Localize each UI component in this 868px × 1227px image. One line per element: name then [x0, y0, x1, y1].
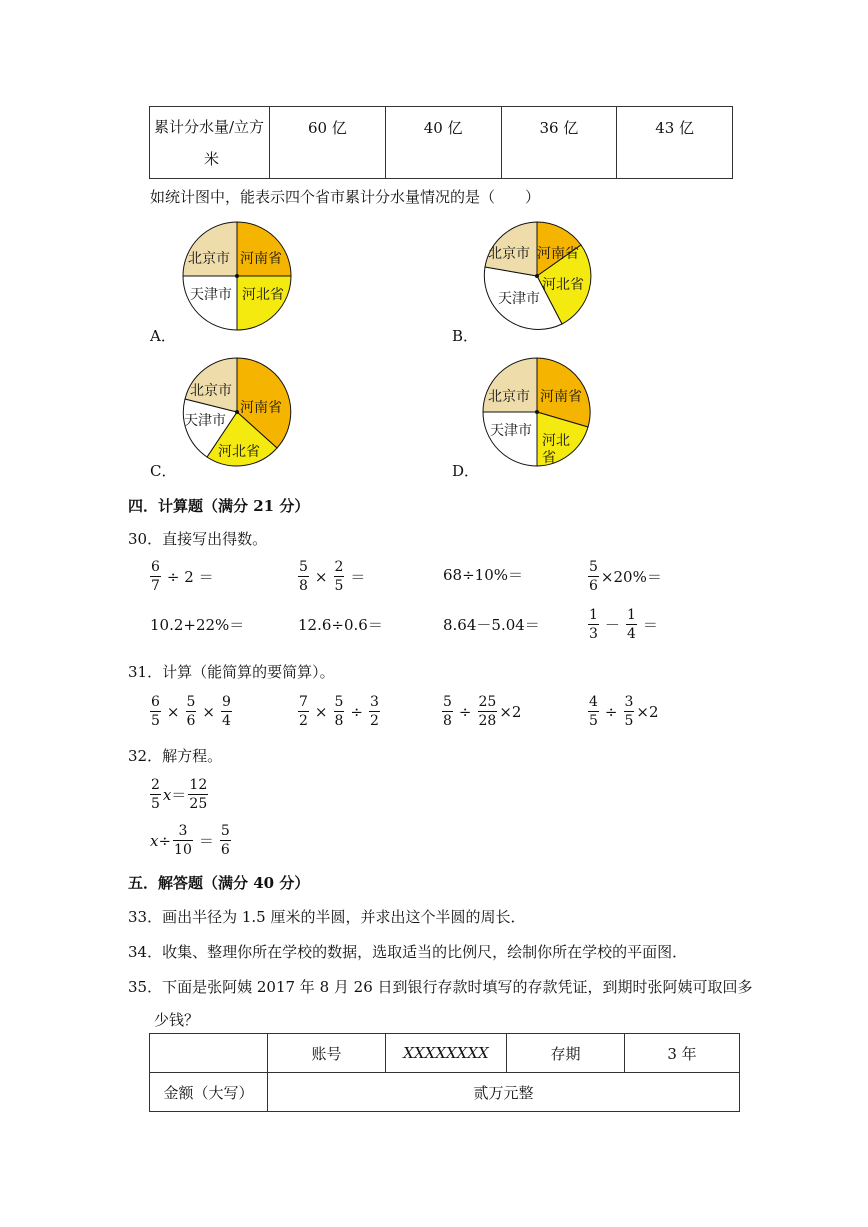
account-label: 账号 [268, 1034, 386, 1073]
pie-d-label-tianjin: 天津市 [490, 423, 532, 439]
water-table [149, 106, 733, 179]
pie-option-d [482, 357, 592, 467]
term-label: 存期 [507, 1034, 625, 1073]
water-value-beijing: 60 亿 [270, 107, 386, 179]
q32-equation-2: x ÷ $\frac{3}{10}$ ＝ $\frac{5}{6}$ [150, 823, 230, 858]
amount-label: 金额（大写） [150, 1073, 268, 1112]
q30-item-d: $\frac{5}{6}$ ×20%＝ [589, 559, 662, 594]
option-a-label: A． [150, 327, 176, 345]
pie-c-label-hebei: 河北省 [218, 444, 260, 460]
pie-a-label-tianjin: 天津市 [190, 287, 232, 303]
q31-expr-3: $\frac{5}{8}$ ÷ $\frac{25}{28}$ ×2 [443, 694, 522, 729]
pie-a-slice-hebei [237, 276, 291, 330]
q30-item-g: 8.64－5.04＝ [443, 616, 540, 634]
pie-a-label-henan: 河南省 [240, 251, 282, 267]
water-value-tianjin: 40 亿 [385, 107, 501, 179]
section-4-heading: 四．计算题（满分 21 分） [128, 497, 310, 515]
q32-equation-1: $\frac{2}{5}$ x ＝ $\frac{12}{25}$ [151, 777, 208, 812]
pie-b-label-tianjin: 天津市 [498, 291, 540, 307]
q30-item-b: $\frac{5}{8}$ × $\frac{2}{5}$ ＝ [299, 559, 366, 594]
water-table-row-label: 累计分水量/立方 米 [150, 107, 270, 179]
pie-a-label-hebei: 河北省 [242, 287, 284, 303]
pie-d-label-beijing: 北京市 [488, 389, 530, 405]
pie-c-label-henan: 河南省 [240, 400, 282, 416]
pie-b-label-beijing: 北京市 [488, 246, 530, 262]
pie-d-label-hebei-2: 省 [542, 450, 556, 466]
pie-c-label-tianjin: 天津市 [184, 413, 226, 429]
amount-value: 贰万元整 [268, 1073, 740, 1112]
pie-b-label-henan: 河南省 [537, 246, 579, 262]
q31-expr-1: $\frac{6}{5}$ × $\frac{5}{6}$ × $\frac{9}{4}$ [151, 694, 231, 729]
q30-item-f: 12.6÷0.6＝ [298, 616, 383, 634]
option-d-label: D． [452, 462, 480, 480]
q30-item-e: 10.2+22%＝ [150, 616, 245, 634]
q30-item-c: 68÷10%＝ [443, 566, 523, 584]
q30-title: 30．直接写出得数。 [128, 530, 268, 548]
q31-expr-4: $\frac{4}{5}$ ÷ $\frac{3}{5}$ ×2 [589, 694, 659, 729]
q30-item-a: $\frac{6}{7}$ ÷ 2 ＝ [151, 559, 214, 594]
option-b-label: B． [452, 327, 479, 345]
q34-text: 34．收集、整理你所在学校的数据，选取适当的比例尺，绘制你所在学校的平面图． [128, 943, 688, 961]
q30-item-h: $\frac{1}{3}$ － $\frac{1}{4}$ ＝ [589, 607, 658, 642]
water-value-henan: 43 亿 [617, 107, 733, 179]
pie-option-c [182, 357, 292, 467]
q29-prompt: 如统计图中，能表示四个省市累计分水量情况的是（ ） [150, 188, 541, 206]
pie-a-slice-tianjin [183, 276, 237, 330]
q33-text: 33．画出半径为 1.5 厘米的半圆，并求出这个半圆的周长． [128, 908, 526, 926]
q35-text-line1: 35．下面是张阿姨 2017 年 8 月 26 日到银行存款时填写的存款凭证，到期时张阿姨可取回多 [128, 978, 753, 996]
pie-c-label-beijing: 北京市 [190, 383, 232, 399]
pie-option-a [182, 221, 292, 331]
term-value: 3 年 [625, 1034, 740, 1073]
pie-a-label-beijing: 北京市 [188, 251, 230, 267]
option-c-label: C． [150, 462, 177, 480]
deposit-slip-table [149, 1033, 740, 1112]
pie-a-slice-beijing [183, 222, 237, 276]
deposit-empty-cell [150, 1034, 268, 1073]
pie-d-label-hebei-1: 河北 [542, 433, 570, 449]
q35-text-line2: 少钱？ [154, 1011, 200, 1029]
q32-title: 32．解方程。 [128, 747, 223, 765]
water-value-hebei: 36 亿 [501, 107, 617, 179]
section-5-heading: 五．解答题（满分 40 分） [128, 874, 310, 892]
pie-option-b [482, 221, 592, 331]
q31-title: 31．计算（能简算的要简算）。 [128, 663, 335, 681]
q31-expr-2: $\frac{7}{2}$ × $\frac{5}{8}$ ÷ $\frac{3}{2}$ [299, 694, 379, 729]
pie-d-label-henan: 河南省 [540, 389, 582, 405]
pie-d-slice-tianjin [483, 412, 537, 466]
pie-b-label-hebei: 河北省 [542, 277, 584, 293]
account-value: XXXXXXXX [386, 1034, 507, 1073]
pie-a-slice-henan [237, 222, 291, 276]
